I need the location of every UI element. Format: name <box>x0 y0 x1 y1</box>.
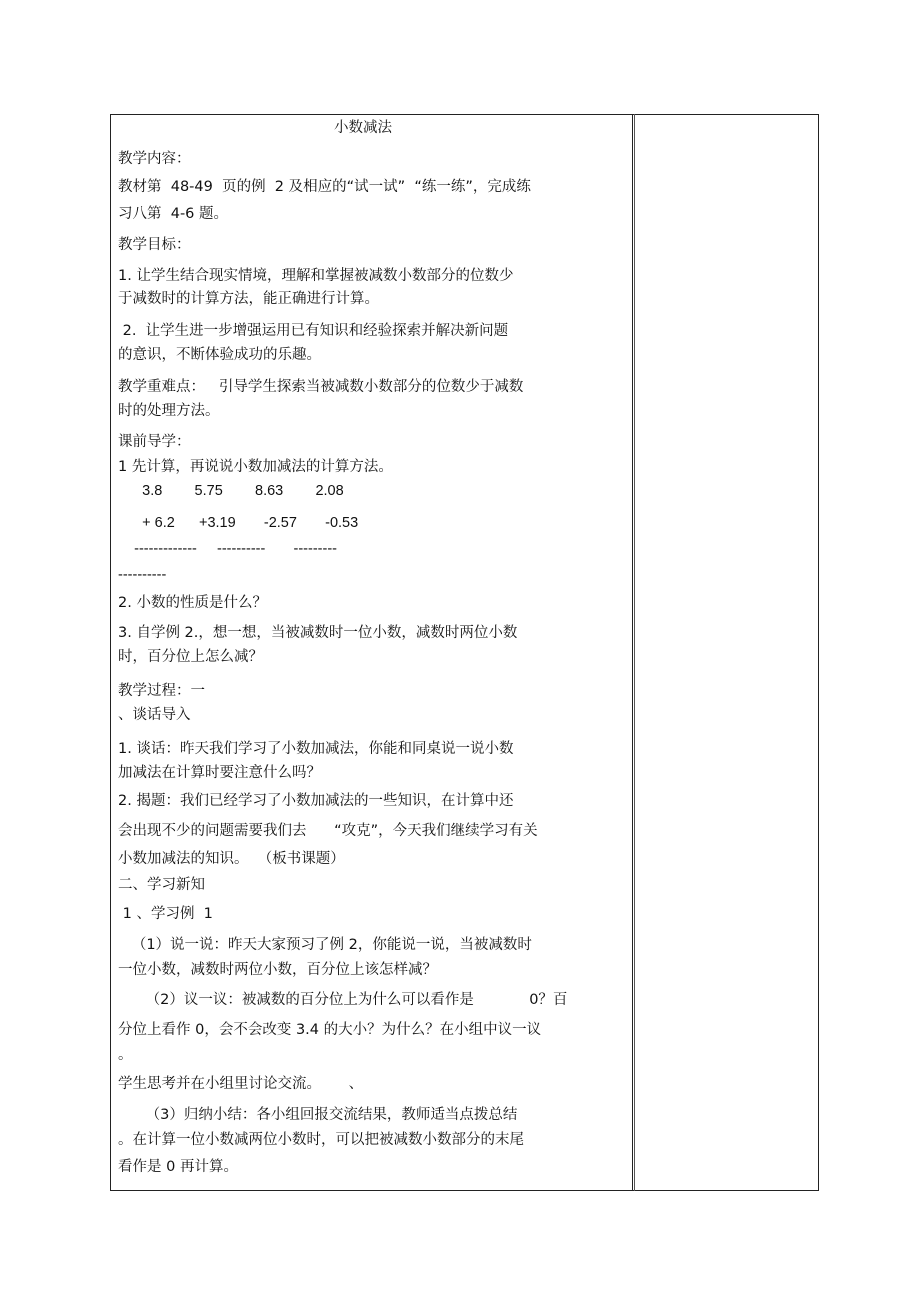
text-line: 2. 小数的性质是什么？ <box>118 595 267 611</box>
text-line: 1 先计算，再说说小数加减法的计算方法。 <box>118 459 393 475</box>
text-line: 课前导学： <box>118 434 191 450</box>
text-line: 小数加减法的知识。 （板书课题） <box>118 851 345 867</box>
text-line: 。在计算一位小数减两位小数时，可以把被减数小数部分的末尾 <box>118 1132 524 1148</box>
text-line: （2）议一议：被减数的百分位上为什么可以看作是 0？百 <box>118 992 568 1008</box>
text-line: 看作是 0 再计算。 <box>118 1159 238 1175</box>
calc-operands-row: 3.8 5.75 8.63 2.08 <box>118 483 344 499</box>
text-line: 一位小数，减数时两位小数，百分位上该怎样减？ <box>118 962 437 978</box>
text-line: 教学目标： <box>118 237 191 253</box>
text-line: 2. 揭题：我们已经学习了小数加减法的一些知识，在计算中还 <box>118 793 514 809</box>
column-divider <box>632 114 633 1191</box>
text-line: 。 <box>118 1047 133 1063</box>
text-line: 1. 谈话：昨天我们学习了小数加减法，你能和同桌说一说小数 <box>118 741 514 757</box>
lesson-title: 小数减法 <box>334 120 392 136</box>
text-line: 学生思考并在小组里讨论交流。 、 <box>118 1076 364 1092</box>
text-line: 于减数时的计算方法，能正确进行计算。 <box>118 291 379 307</box>
text-line: 1. 让学生结合现实情境，理解和掌握被减数小数部分的位数少 <box>118 268 514 284</box>
text-line: 教学过程：一 <box>118 683 205 699</box>
text-line: 3. 自学例 2.，想一想，当被减数时一位小数，减数时两位小数 <box>118 625 518 641</box>
text-line: 加减法在计算时要注意什么吗？ <box>118 765 321 781</box>
text-line: 教材第 48-49 页的例 2 及相应的“试一试” “练一练”，完成练 <box>118 179 531 195</box>
calc-underline-row: ------------- ---------- --------- <box>118 541 337 557</box>
calc-underline-row: ---------- <box>118 567 167 583</box>
text-line: （3）归纳小结：各小组回报交流结果，教师适当点拨总结 <box>118 1107 518 1123</box>
text-line: 1 、学习例 1 <box>118 906 213 922</box>
text-line: 的意识，不断体验成功的乐趣。 <box>118 347 321 363</box>
text-line: 二、学习新知 <box>118 877 205 893</box>
text-line: 习八第 4-6 题。 <box>118 206 229 222</box>
text-line: 分位上看作 0，会不会改变 3.4 的大小？为什么？在小组中议一议 <box>118 1022 542 1038</box>
text-line: 2. 让学生进一步增强运用已有知识和经验探索并解决新问题 <box>118 323 509 339</box>
column-divider-inner <box>634 114 635 1191</box>
calc-operands-row: + 6.2 +3.19 -2.57 -0.53 <box>118 515 359 531</box>
text-line: 教学重难点： 引导学生探索当被减数小数部分的位数少于减数 <box>118 379 524 395</box>
text-line: （1）说一说：昨天大家预习了例 2，你能说一说，当被减数时 <box>118 937 532 953</box>
text-line: 、谈话导入 <box>118 707 191 723</box>
text-line: 会出现不少的问题需要我们去 “攻克”，今天我们继续学习有关 <box>118 823 538 839</box>
text-line: 教学内容： <box>118 151 191 167</box>
text-line: 时，百分位上怎么减？ <box>118 649 263 665</box>
text-line: 时的处理方法。 <box>118 403 220 419</box>
